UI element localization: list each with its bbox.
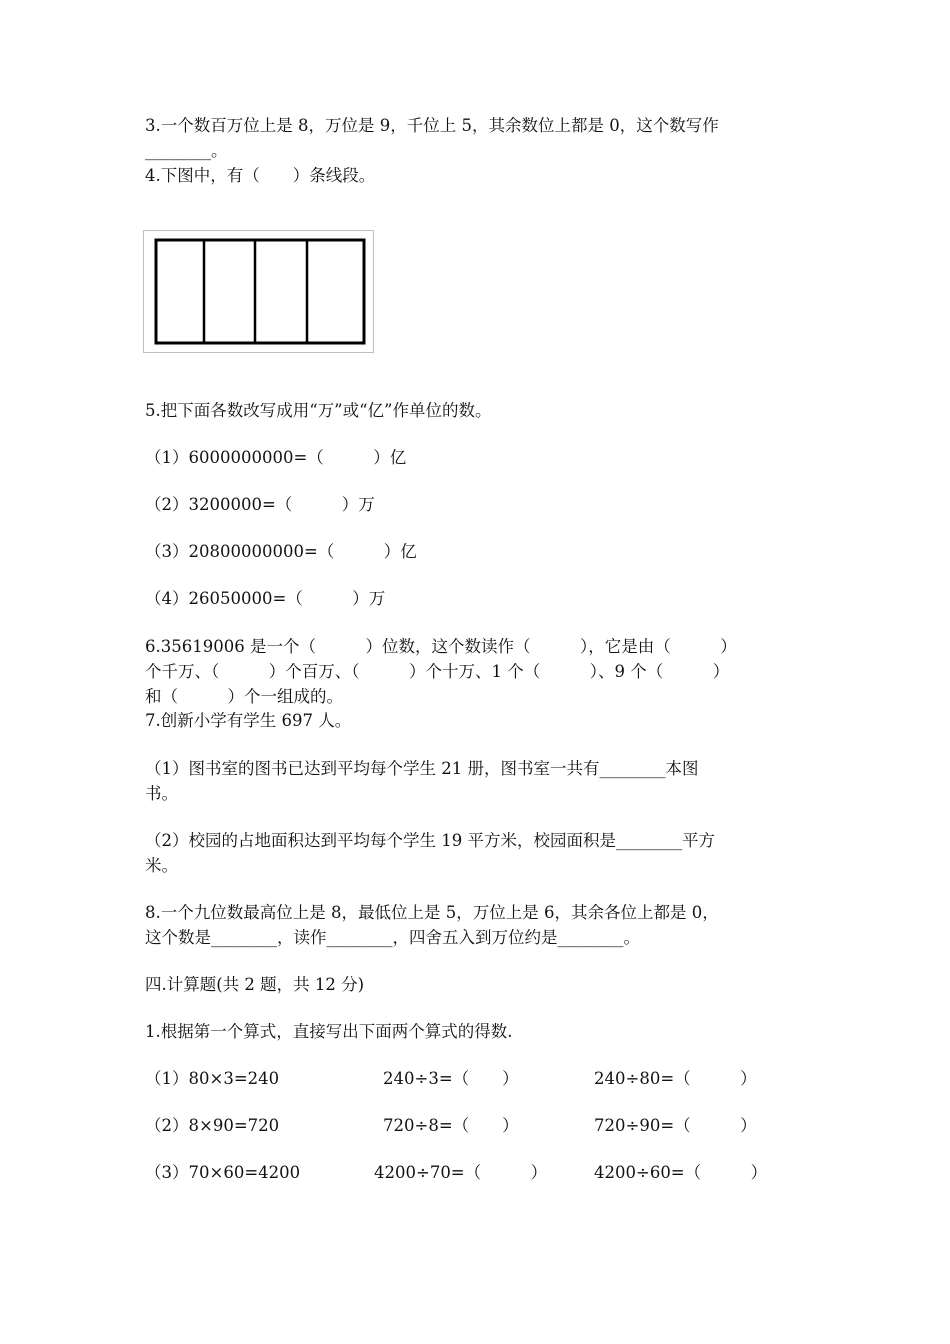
figure-outer-rect: [156, 240, 364, 343]
calc-row-3-a: （3）70×60=4200: [145, 1163, 301, 1182]
calc-row-1-b: 240÷3=（ ）: [383, 1069, 519, 1088]
q8-line2: 这个数是________，读作________，四舍五入到万位约是________。: [145, 928, 640, 947]
q7-sub1-line2: 书。: [145, 784, 178, 803]
q6-line3: 和（ ）个一组成的。: [145, 687, 343, 706]
calc-row-2-a: （2）8×90=720: [145, 1116, 280, 1135]
q8-line1: 8.一个九位数最高位上是 8，最低位上是 5，万位上是 6，其余各位上都是 0，: [145, 903, 719, 922]
q6-line2: 个千万、（ ）个百万、（ ）个十万、1 个（ ）、9 个（ ）: [145, 662, 730, 681]
calc-row-2-c: 720÷90=（ ）: [594, 1116, 757, 1135]
q5-item-3: （3）20800000000=（ ）亿: [145, 542, 417, 561]
q3-line2: ________。: [145, 141, 228, 160]
q6-line1: 6.35619006 是一个（ ）位数，这个数读作（ ），它是由（ ）: [145, 637, 737, 656]
q3-line1: 3.一个数百万位上是 8，万位是 9，千位上 5，其余数位上都是 0，这个数写作: [145, 116, 719, 135]
q7-sub2-line2: 米。: [145, 856, 178, 875]
q5-item-2: （2）3200000=（ ）万: [145, 495, 375, 514]
q7-sub2-line1: （2）校园的占地面积达到平均每个学生 19 平方米，校园面积是________平方: [145, 831, 715, 850]
q5-item-1: （1）6000000000=（ ）亿: [145, 448, 407, 467]
q5-title: 5.把下面各数改写成用“万”或“亿”作单位的数。: [145, 401, 492, 420]
calc-row-2-b: 720÷8=（ ）: [383, 1116, 519, 1135]
calc-row-3-b: 4200÷70=（ ）: [374, 1163, 548, 1182]
calc-row-1-c: 240÷80=（ ）: [594, 1069, 757, 1088]
calc-row-3-c: 4200÷60=（ ）: [594, 1163, 768, 1182]
line-segment-figure: [143, 230, 374, 353]
q4-text: 4.下图中，有（ ）条线段。: [145, 166, 376, 185]
q7-sub1-line1: （1）图书室的图书已达到平均每个学生 21 册，图书室一共有________本图: [145, 759, 699, 778]
calc-row-1-a: （1）80×3=240: [145, 1069, 280, 1088]
section4-q1-title: 1.根据第一个算式，直接写出下面两个算式的得数.: [145, 1022, 513, 1041]
q5-item-4: （4）26050000=（ ）万: [145, 589, 386, 608]
q7-title: 7.创新小学有学生 697 人。: [145, 711, 352, 730]
section4-title: 四.计算题(共 2 题，共 12 分): [145, 975, 365, 994]
